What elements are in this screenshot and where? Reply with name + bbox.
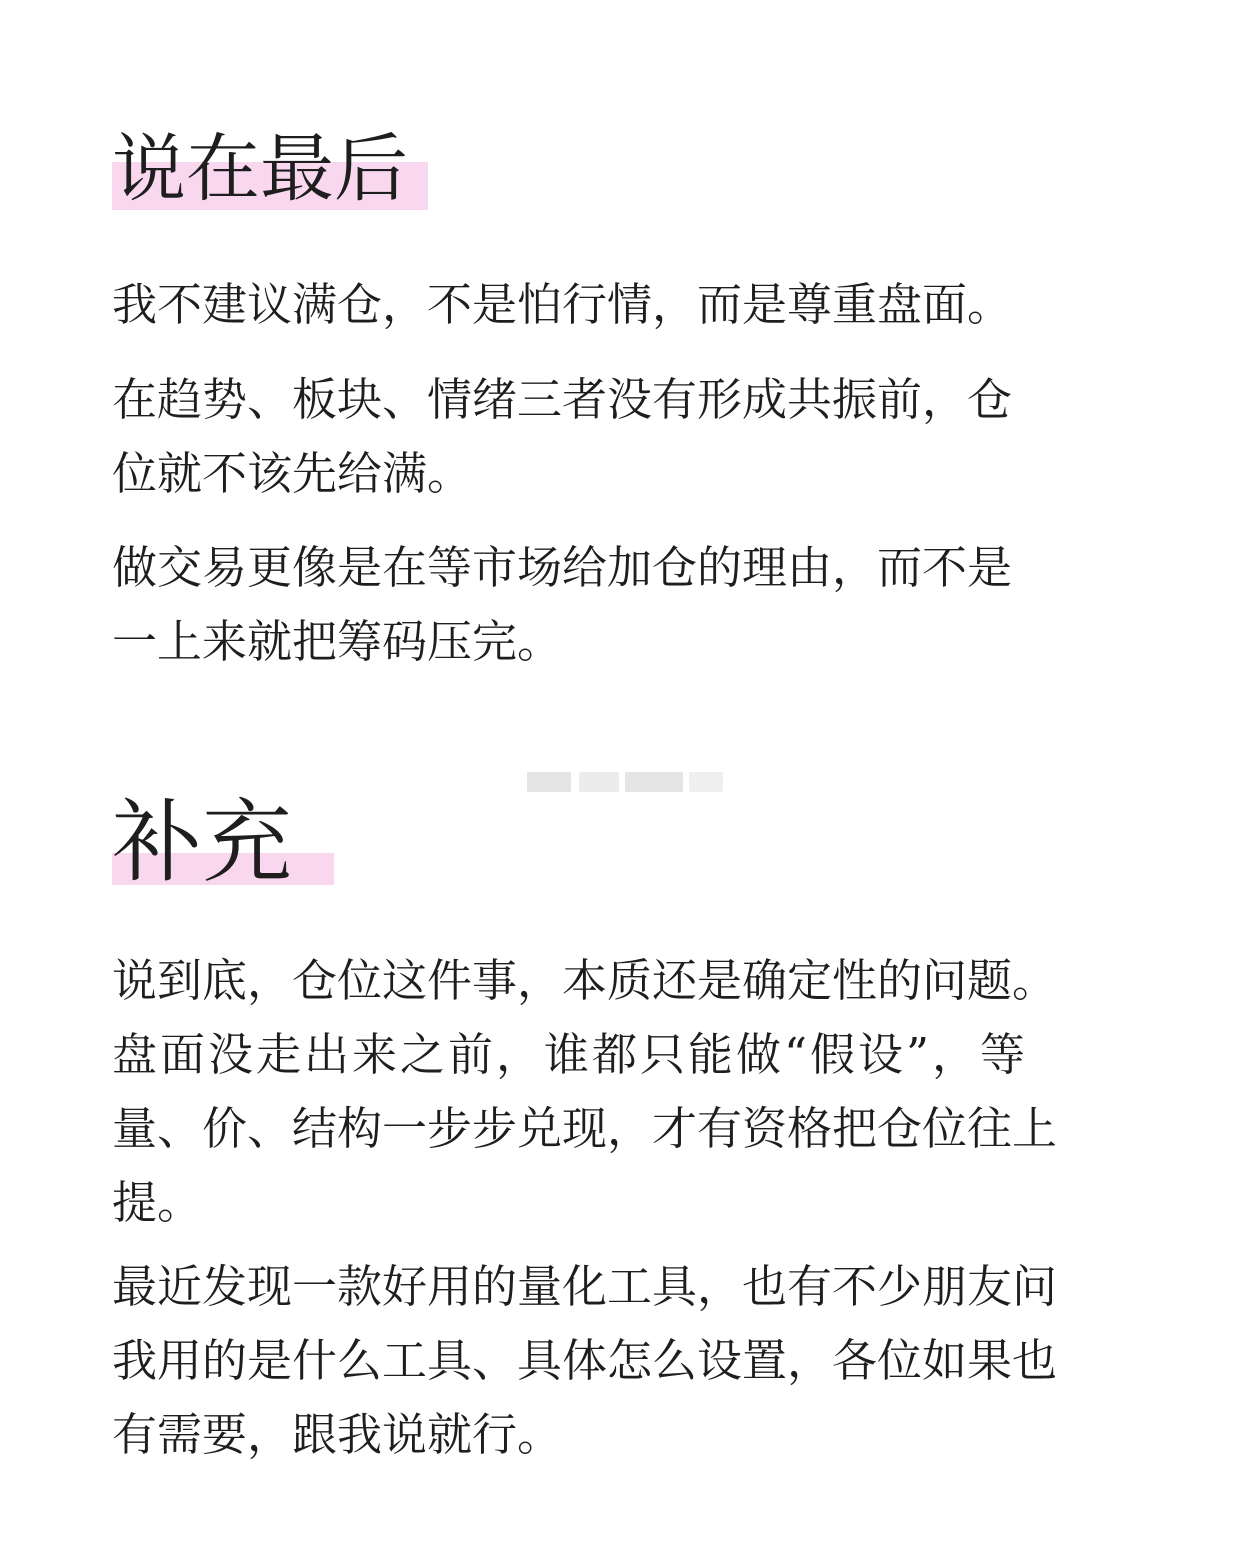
paragraph-line: 说到底，仓位这件事，本质还是确定性的问题。: [112, 954, 1058, 1007]
paragraph-1: [112, 268, 1152, 342]
paragraph-line: 我用的是什么工具、具体怎么设置，各位如果也: [112, 1334, 1058, 1387]
paragraph-5: [112, 1250, 1152, 1472]
paragraph-line: 一上来就把筹码压完。: [112, 615, 563, 668]
paragraph-line: 有需要，跟我说就行。: [112, 1408, 563, 1461]
paragraph-line: 我不建议满仓，不是怕行情，而是尊重盘面。: [112, 278, 1013, 331]
paragraph-2: [112, 363, 1152, 511]
paragraph-line: 提。: [112, 1176, 203, 1229]
section-title-2: 补充: [112, 790, 292, 895]
paragraph-line: 在趋势、板块、情绪三者没有形成共振前，仓: [112, 373, 1013, 426]
watermark-image: [527, 768, 723, 796]
paragraph-3: [112, 531, 1152, 679]
paragraph-line: 盘面没走出来之前，谁都只能做“假设”，等: [112, 1028, 1029, 1081]
paragraph-line: 量、价、结构一步步兑现，才有资格把仓位往上: [112, 1102, 1058, 1155]
paragraph-4: [112, 944, 1152, 1240]
paragraph-line: 做交易更像是在等市场给加仓的理由，而不是: [112, 541, 1013, 594]
section-title-1: 说在最后: [112, 126, 408, 212]
paragraph-line: 位就不该先给满。: [112, 447, 473, 500]
paragraph-line: 最近发现一款好用的量化工具，也有不少朋友问: [112, 1260, 1058, 1313]
